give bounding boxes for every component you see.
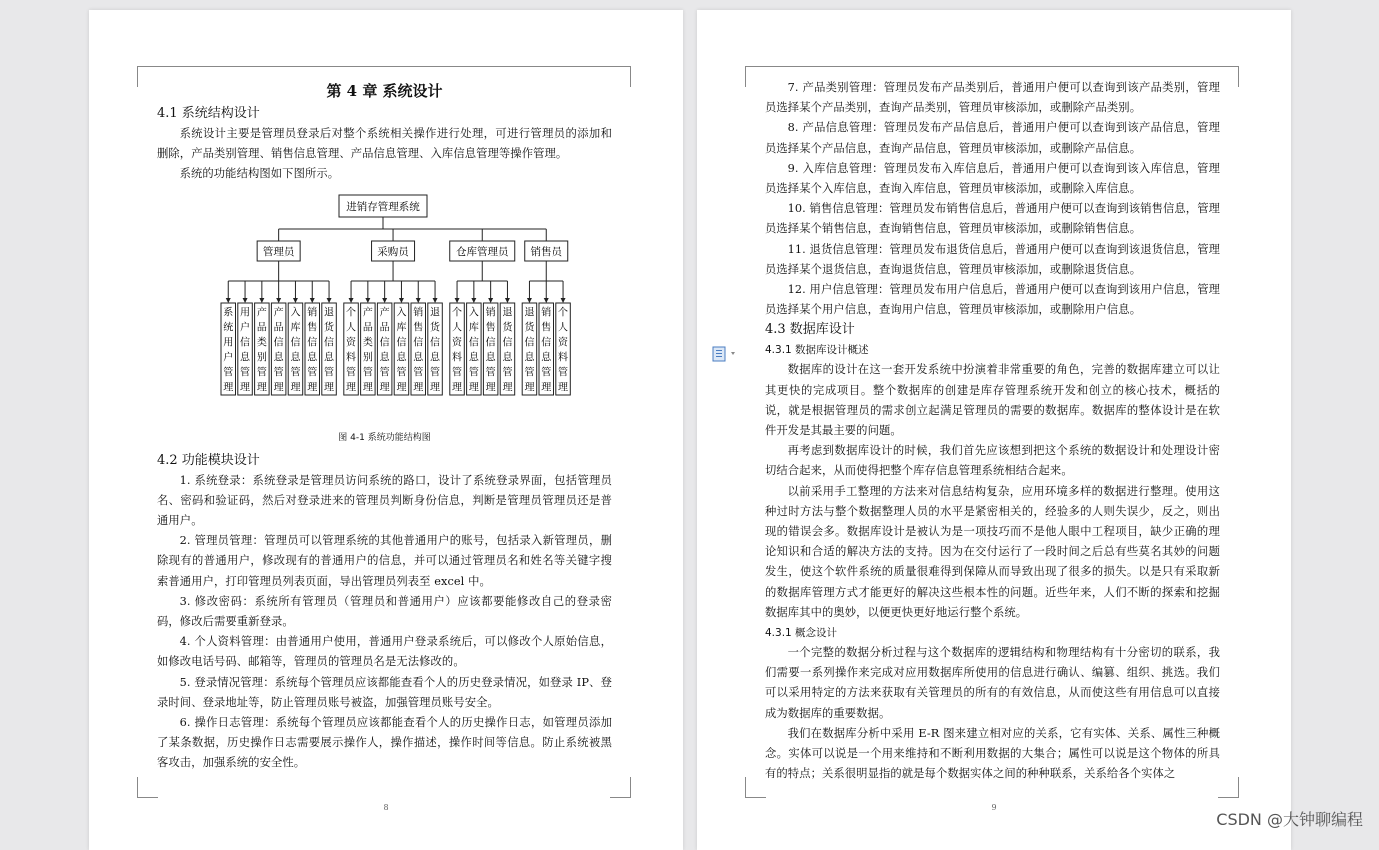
function-label-char: 入 (468, 307, 479, 319)
crop-mark (137, 66, 158, 87)
list-item: 8. 产品信息管理：管理员发布产品信息后，普通用户便可以查询到该产品信息，管理员选择某个产品信息，查询产品信息，管理员审核添加，或删除产品信息。 (765, 121, 1220, 155)
function-label-char: 别 (256, 352, 267, 364)
function-label-char: 息 (273, 352, 284, 364)
function-label-char: 类 (256, 337, 267, 349)
function-label-char: 管 (396, 367, 407, 379)
function-label-char: 理 (485, 382, 496, 394)
function-label-char: 息 (485, 352, 496, 364)
function-label-char: 户 (223, 352, 234, 364)
function-label-char: 产 (273, 307, 284, 319)
function-label-char: 息 (502, 352, 513, 364)
function-structure-diagram (157, 189, 612, 427)
function-label-char: 销 (541, 307, 552, 319)
paragraph: 一个完整的数据分析过程与这个数据库的逻辑结构和物理结构有十分密切的联系，我们需要一系列操作来完成对应用数据库所使用的信息进行确认、编篡、组织、挑选。我们可以采用特定的方法来获取有关管理员的所有的有效信息，从而使这些有用信息可以直接成为数据库的重要数据。 (765, 646, 1220, 720)
function-label-char: 理 (468, 382, 479, 394)
function-label-char: 理 (346, 382, 357, 394)
arrow-head (433, 298, 438, 303)
function-label-char: 人 (346, 322, 357, 334)
paragraph: 再考虑到数据库设计的时候，我们首先应该想到把这个系统的数据设计和处理设计密切结合起来，从而使得把整个库存信息管理系统相结合起来。 (765, 444, 1220, 478)
arrow-head (365, 298, 370, 303)
arrow-head (561, 298, 566, 303)
role-label: 管理员 (262, 245, 295, 258)
function-label-char: 售 (485, 322, 496, 334)
list-item: 5. 登录情况管理：系统每个管理员应该都能查看个人的历史登录情况，如登录 IP、登录时间、登录地址等，防止管理员账号被盗，加强管理员账号安全。 (157, 675, 612, 709)
function-label-char: 信 (502, 337, 513, 349)
paragraph: 系统的功能结构图如下图所示。 (179, 167, 340, 181)
role-label: 采购员 (377, 245, 409, 258)
function-label-char: 品 (362, 322, 373, 334)
function-label-char: 信 (524, 337, 535, 349)
function-label-char: 管 (413, 367, 424, 379)
function-label-char: 个 (452, 307, 463, 319)
arrow-head (544, 298, 549, 303)
paragraph: 数据库的设计在这一套开发系统中扮演着非常重要的角色，完善的数据库建立可以让其更快的完成项目。整个数据库的创建是库存管理系统开发和创立的核心技术，概括的说，就是根据管理员的需求创立起满足管理员的需要的数据库。数据库的整体设计是在软件开发是其最主要的问题。 (765, 363, 1220, 438)
page-number: 8 (383, 803, 389, 812)
list-item: 3. 修改密码：系统所有管理员（管理员和普通用户）应该都要能修改自己的登录密码，修改后需要重新登录。 (157, 594, 612, 629)
function-label-char: 管 (290, 367, 301, 379)
list-item: 4. 个人资料管理：由普通用户使用，普通用户登录系统后，可以修改个人原始信息，如修改电话号码、邮箱等，管理员的管理员名是无法修改的。 (157, 635, 612, 669)
function-label-char: 料 (558, 352, 569, 364)
function-label-char: 息 (468, 352, 479, 364)
role-label: 销售员 (530, 245, 562, 258)
section-heading: 4.2 功能模块设计 (157, 452, 260, 468)
function-label-char: 管 (468, 367, 479, 379)
header-line (765, 66, 1219, 67)
list-item: 9. 入库信息管理：管理员发布入库信息后，普通用户便可以查询到该入库信息，管理员选择某个入库信息，查询入库信息，管理员审核添加，或删除入库信息。 (765, 161, 1220, 196)
function-label-char: 息 (413, 352, 424, 364)
function-label-char: 理 (223, 382, 234, 394)
root-label: 进销存管理系统 (346, 200, 420, 213)
arrow-head (471, 298, 476, 303)
function-label-char: 理 (541, 382, 552, 394)
function-label-char: 销 (485, 307, 496, 319)
list-item: 1. 系统登录：系统登录是管理员访问系统的路口，设计了系统登录界面，包括管理员名、密码和验证码，然后对登录进来的管理员判断身份信息，判断是管理员管理员还是普通用户。 (157, 473, 612, 528)
function-label-char: 信 (541, 337, 552, 349)
function-label-char: 息 (541, 352, 552, 364)
function-label-char: 信 (240, 337, 251, 349)
function-label-char: 管 (502, 367, 513, 379)
subsection-heading: 4.3.1 数据库设计概述 (765, 344, 869, 357)
function-label-char: 库 (290, 322, 301, 334)
section-heading: 4.3 数据库设计 (765, 322, 855, 338)
function-label-char: 别 (362, 352, 373, 364)
function-label-char: 人 (452, 322, 463, 334)
function-label-char: 资 (346, 337, 357, 349)
function-label-char: 库 (468, 322, 479, 334)
function-label-char: 售 (413, 322, 424, 334)
arrow-head (382, 298, 387, 303)
function-label-char: 管 (430, 367, 441, 379)
arrow-head (293, 298, 298, 303)
function-label-char: 息 (430, 352, 441, 364)
function-label-char: 理 (524, 382, 535, 394)
function-label-char: 息 (324, 352, 335, 364)
arrow-head (416, 298, 421, 303)
arrow-head (349, 298, 354, 303)
function-label-char: 理 (502, 382, 513, 394)
function-label-char: 销 (307, 307, 318, 319)
function-label-char: 理 (290, 382, 301, 394)
paragraph: 系统设计主要是管理员登录后对整个系统相关操作进行处理，可进行管理员的添加和删除，产品类别管理、销售信息管理、产品信息管理、入库信息管理等操作管理。 (157, 127, 612, 161)
function-label-char: 库 (396, 322, 407, 334)
function-label-char: 管 (240, 367, 251, 379)
document-page-8 (89, 10, 683, 850)
function-label-char: 品 (256, 322, 267, 334)
arrow-head (399, 298, 404, 303)
crop-mark (137, 777, 158, 798)
list-item: 12. 用户信息管理：管理员发布用户信息后，普通用户便可以查询到该用户信息，管理员选择某个用户信息，查询用户信息，管理员审核添加，或删除用户信息。 (765, 283, 1220, 317)
paragraph: 以前采用手工整理的方法来对信息结构复杂，应用环境多样的数据进行整理。使用这种过时方法与整个数据整理人员的水平是紧密相关的，经验多的人则失误少，反之，则出现的错误会多。数据库设计是被认为是一项技巧而不是他人眼中工程项目，缺少正确的理论知识和合适的解决方法的支持。因为在交付运行了一段时间之后总有些莫名其妙的问题发生，使这个软件系统的质量很难得到保障从而导致出现了很多的损失。以是只有采取新的数据库管理方式才能更好的解决这些根本性的问题。近些年来，人们不断的探索和挖掘数据库其中的奥妙，以便更快更好地运行整个系统。 (765, 484, 1220, 619)
function-label-char: 产 (256, 307, 267, 319)
function-label-char: 资 (452, 337, 463, 349)
function-label-char: 理 (430, 382, 441, 394)
function-label-char: 信 (430, 337, 441, 349)
arrow-head (327, 298, 332, 303)
header-line (157, 66, 611, 67)
function-label-char: 理 (240, 382, 251, 394)
document-page-9 (697, 10, 1291, 850)
function-label-char: 售 (541, 322, 552, 334)
function-label-char: 入 (290, 307, 301, 319)
arrow-head (310, 298, 315, 303)
list-item: 2. 管理员管理：管理员可以管理系统的其他普通用户的账号，包括录入新管理员，删除现有的普通用户，修改现有的普通用户的信息，并可以通过管理员名和姓名等关键字搜索普通用户，打印管理员列表页面，导出管理员列表至 excel 中。 (157, 534, 612, 588)
function-label-char: 理 (273, 382, 284, 394)
function-label-char: 料 (346, 352, 357, 364)
list-item: 11. 退货信息管理：管理员发布退货信息后，普通用户便可以查询到该退货信息，管理员选择某个退货信息，查询退货信息，管理员审核添加，或删除退货信息。 (765, 242, 1220, 276)
function-label-char: 资 (558, 337, 569, 349)
function-label-char: 信 (485, 337, 496, 349)
function-label-char: 管 (324, 367, 335, 379)
function-label-char: 信 (379, 337, 390, 349)
function-label-char: 信 (413, 337, 424, 349)
function-label-char: 货 (324, 322, 335, 334)
function-label-char: 人 (558, 322, 569, 334)
function-label-char: 货 (502, 322, 513, 334)
chapter-title: 第 4 章 系统设计 (326, 82, 443, 100)
function-label-char: 息 (240, 352, 251, 364)
function-label-char: 个 (558, 307, 569, 319)
function-label-char: 信 (273, 337, 284, 349)
crop-mark (1218, 777, 1239, 798)
function-label-char: 产 (379, 307, 390, 319)
arrow-head (243, 298, 248, 303)
function-label-char: 系 (223, 307, 234, 319)
function-label-char: 入 (396, 307, 407, 319)
watermark: CSDN @大钟聊编程 (1216, 810, 1363, 829)
function-label-char: 退 (430, 307, 441, 319)
function-label-char: 信 (324, 337, 335, 349)
function-label-char: 管 (558, 367, 569, 379)
function-label-char: 信 (307, 337, 318, 349)
crop-mark (610, 777, 631, 798)
function-label-char: 退 (502, 307, 513, 319)
function-label-char: 户 (240, 322, 251, 334)
function-label-char: 管 (379, 367, 390, 379)
function-label-char: 信 (290, 337, 301, 349)
function-label-char: 息 (290, 352, 301, 364)
function-label-char: 管 (346, 367, 357, 379)
function-label-char: 退 (524, 307, 535, 319)
paragraph: 我们在数据库分析中采用 E-R 图来建立相对应的关系，它有实体、关系、属性三种概念。实体可以说是一个用来维持和不断利用数据的大集合；属性可以说是这个物体的所具有的特点；关系很明显指的就是每个数据实体之间的种种联系，关系给各个实体之 (765, 726, 1220, 781)
function-label-char: 个 (346, 307, 357, 319)
page-body (157, 68, 612, 774)
function-label-char: 管 (273, 367, 284, 379)
crop-mark (1218, 66, 1239, 87)
list-item: 7. 产品类别管理：管理员发布产品类别后，普通用户便可以查询到该产品类别，管理员选择某个产品类别，查询产品类别，管理员审核添加，或删除产品类别。 (765, 81, 1220, 115)
function-label-char: 管 (307, 367, 318, 379)
function-label-char: 用 (223, 337, 234, 349)
function-label-char: 管 (541, 367, 552, 379)
function-label-char: 理 (558, 382, 569, 394)
figure-caption: 图 4-1 系统功能结构图 (338, 432, 431, 443)
function-label-char: 理 (379, 382, 390, 394)
crop-mark (745, 66, 766, 87)
function-label-char: 货 (524, 322, 535, 334)
arrow-head (259, 298, 264, 303)
function-label-char: 理 (256, 382, 267, 394)
subsection-heading: 4.3.1 概念设计 (765, 627, 838, 640)
function-label-char: 品 (379, 322, 390, 334)
function-label-char: 信 (468, 337, 479, 349)
function-label-char: 类 (362, 337, 373, 349)
function-label-char: 用 (240, 307, 251, 319)
function-label-char: 理 (452, 382, 463, 394)
function-label-char: 售 (307, 322, 318, 334)
function-label-char: 息 (396, 352, 407, 364)
function-label-char: 理 (362, 382, 373, 394)
function-label-char: 产 (362, 307, 373, 319)
function-label-char: 理 (324, 382, 335, 394)
function-label-char: 息 (307, 352, 318, 364)
function-label-char: 信 (396, 337, 407, 349)
function-label-char: 管 (256, 367, 267, 379)
arrow-head (488, 298, 493, 303)
function-label-char: 料 (452, 352, 463, 364)
arrow-head (276, 298, 281, 303)
function-label-char: 货 (430, 322, 441, 334)
page-body (765, 78, 1220, 785)
list-item: 10. 销售信息管理：管理员发布销售信息后，普通用户便可以查询到该销售信息，管理员选择某个销售信息，查询销售信息，管理员审核添加，或删除销售信息。 (765, 202, 1220, 236)
function-label-char: 理 (396, 382, 407, 394)
arrow-head (455, 298, 460, 303)
function-label-char: 管 (223, 367, 234, 379)
function-label-char: 息 (524, 352, 535, 364)
arrow-head (505, 298, 510, 303)
function-label-char: 退 (324, 307, 335, 319)
arrow-head (226, 298, 231, 303)
list-item: 6. 操作日志管理：系统每个管理员应该都能查看个人的历史操作日志，如管理员添加了某条数据，历史操作日志需要展示操作人，操作描述，操作时间等信息。防止系统被黑客攻击，加强系统的安全性。 (157, 716, 612, 770)
function-label-char: 管 (524, 367, 535, 379)
function-label-char: 管 (452, 367, 463, 379)
function-label-char: 统 (223, 322, 234, 334)
function-label-char: 管 (485, 367, 496, 379)
crop-mark (610, 66, 631, 87)
arrow-head (527, 298, 532, 303)
paste-options-icon[interactable] (712, 346, 740, 362)
function-label-char: 理 (413, 382, 424, 394)
page-number: 9 (991, 803, 997, 812)
function-label-char: 销 (413, 307, 424, 319)
role-label: 仓库管理员 (456, 245, 509, 258)
function-label-char: 理 (307, 382, 318, 394)
crop-mark (745, 777, 766, 798)
function-label-char: 息 (379, 352, 390, 364)
function-label-char: 品 (273, 322, 284, 334)
section-heading: 4.1 系统结构设计 (157, 106, 260, 121)
function-label-char: 管 (362, 367, 373, 379)
